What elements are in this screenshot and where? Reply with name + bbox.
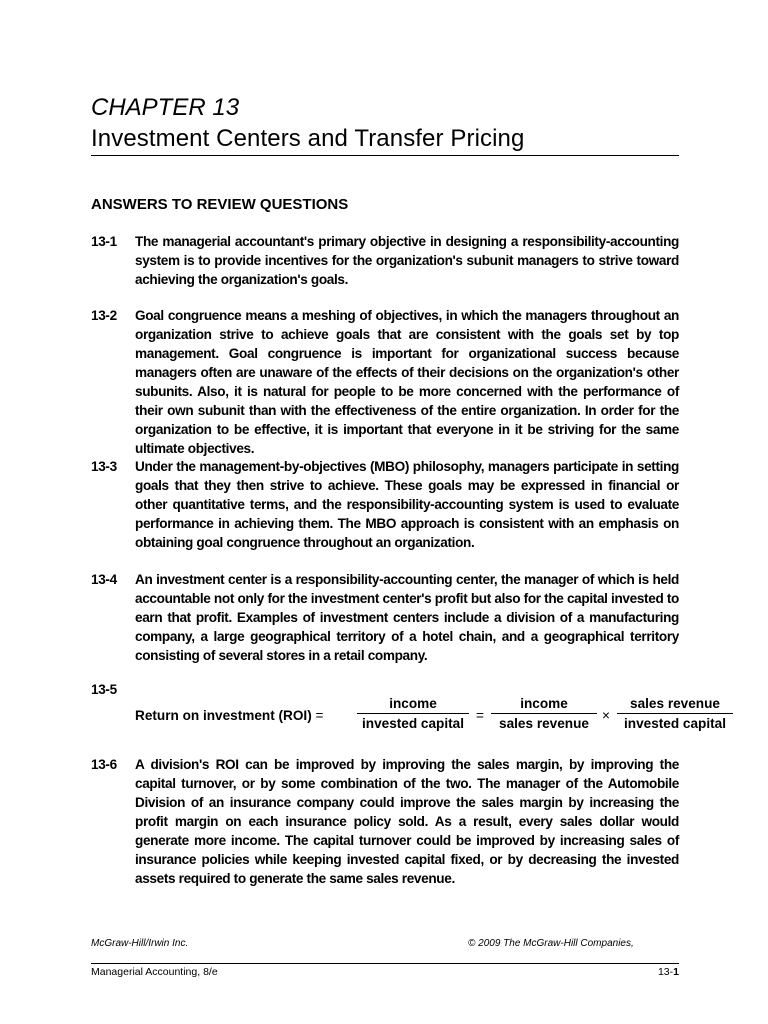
answer-number: 13-5 (91, 682, 117, 697)
answer-number: 13-4 (91, 572, 117, 587)
times-sign: × (602, 708, 610, 723)
formula-lhs: Return on investment (ROI) = (135, 708, 324, 723)
answer-text: An investment center is a responsibility-accounting center, the manager of which is held accountable not only for the investment center's profit but also for the capital invested to earn that profit. Examples of investment centers include a division of a manufacturing company, a large geographical territory of a hotel chain, and a geographical territory consisting of several stores in a retail company. (135, 572, 679, 663)
answer-13-3 (91, 457, 679, 552)
denominator: invested capital (624, 716, 726, 731)
answer-13-2 (91, 306, 679, 458)
answer-number: 13-2 (91, 308, 117, 323)
fraction-sales-revenue-over-invested-capital (617, 696, 733, 731)
chapter-title: Investment Centers and Transfer Pricing (91, 125, 525, 152)
footer-copyright: © 2009 The McGraw-Hill Companies, (468, 938, 634, 949)
footer-book-title: Managerial Accounting, 8/e (91, 966, 218, 978)
fraction-income-over-invested-capital (357, 696, 469, 731)
equals-sign: = (476, 708, 484, 723)
denominator: sales revenue (499, 716, 589, 731)
footer-divider (91, 963, 679, 964)
answer-13-1 (91, 232, 679, 289)
answer-13-4 (91, 570, 679, 665)
answer-text: The managerial accountant's primary objective in designing a responsibility-accounting system is to provide incentives for the organization's subunit managers to strive toward achieving the organization's goals. (135, 234, 679, 287)
fraction-income-over-sales-revenue (491, 696, 597, 731)
answer-text: A division's ROI can be improved by improving the sales margin, by improving the capital turnover, or by some combination of the two. The manager of the Automobile Division of an insurance company could improve the sales margin by increasing the profit margin on each insurance policy sold. As a result, every sales dollar would generate more income. The capital turnover could be improved by increasing sales of insurance policies while keeping invested capital fixed, or by decreasing the invested assets required to generate the same sales revenue. (135, 757, 679, 886)
answer-number: 13-6 (91, 757, 117, 772)
roi-formula (135, 696, 735, 740)
title-divider (91, 155, 679, 156)
numerator: income (520, 696, 568, 711)
denominator: invested capital (362, 716, 464, 731)
answer-text: Under the management-by-objectives (MBO) philosophy, managers participate in setting goals that they then strive to achieve. These goals may be expressed in financial or other quantitative terms, and the responsibility-accounting system is used to evaluate performance in achieving them. The MBO approach is consistent with an emphasis on obtaining goal congruence throughout an organization. (135, 459, 679, 550)
answer-text: Goal congruence means a meshing of objectives, in which the managers throughout an organization strive to achieve goals that are consistent with the goals set by top management. Goal congruence is important for organizational success because managers often are unaware of the effects of their decisions on the organization's other subunits. Also, it is natural for people to be more concerned with the performance of their own subunit than with the effectiveness of the entire organization. In order for the organization to be effective, it is important that everyone in it be striving for the same ultimate objectives. (135, 308, 679, 456)
answer-13-6 (91, 755, 679, 888)
numerator: income (389, 696, 437, 711)
answer-number: 13-3 (91, 459, 117, 474)
numerator: sales revenue (630, 696, 720, 711)
chapter-label: CHAPTER 13 (91, 94, 240, 121)
footer-publisher: McGraw-Hill/Irwin Inc. (91, 938, 189, 949)
answer-number: 13-1 (91, 234, 117, 249)
section-heading: ANSWERS TO REVIEW QUESTIONS (91, 196, 349, 213)
page-number: 13-1 (657, 966, 679, 978)
